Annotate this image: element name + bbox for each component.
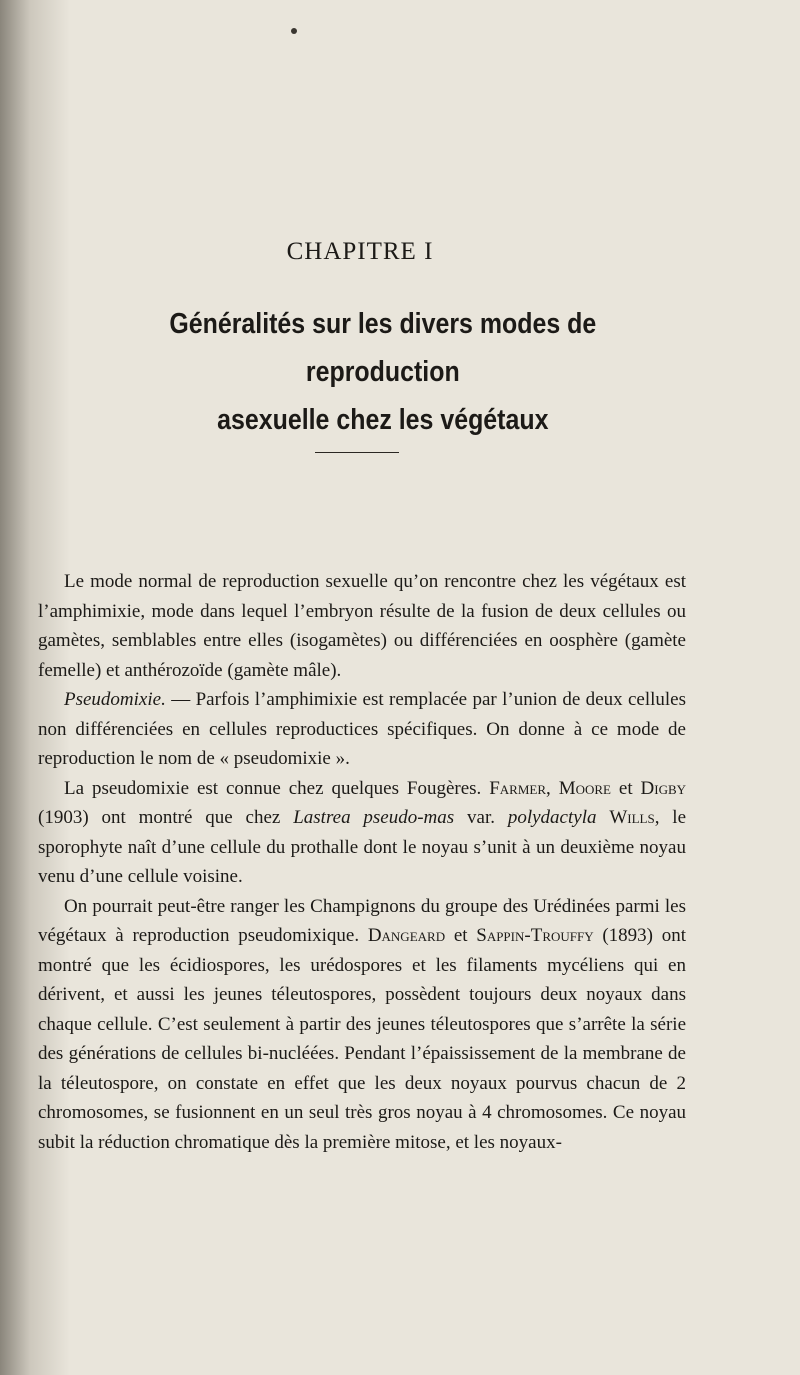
paragraph-4-text-c: (1893) ont montré que les écidiospores, les urédospores et les filaments mycéliens qui en dérivent, et aussi les jeunes téleutospores, possèdent toujours deux noyaux dans chaque cellule. C’est seulement à partir des jeunes téleutospores que s’arrête la série des générations de cellules bi-nucléées. Pendant l’épaississement de la membrane de la téleutospore, on constate en effet que les deux noyaux pourvus chacun de 2 chromosomes, se fusionnent en un seul très gros noyau à 4 chromosomes. Ce noyau subit la réduction chromatique dès la première mitose, et les noyaux- xyxy=(38,925,686,1153)
paragraph-3-text-g: , le sporophyte naît d’une cellule du prothalle dont le noyau s’unit à un deuxième noyau venu d’une cellule voisine. xyxy=(38,807,687,887)
species-name: Lastrea pseudo-mas xyxy=(293,807,455,828)
ink-dot xyxy=(291,28,297,34)
paragraph-3-text-f xyxy=(596,807,609,828)
author-wills: Wills xyxy=(609,807,655,828)
author-sappin-trouffy: Sappin-Trouffy xyxy=(476,925,594,946)
author-dangeard: Dangeard xyxy=(367,925,446,946)
paragraph-3-text-e: var. xyxy=(454,807,508,828)
paragraph-2-text: — Parfois l’amphimixie est remplacée par l’union de deux cellules non différenciées en cellules reproductices spécifiques. On donne à ce mode de reproduction le nom de « pseudomixie ». xyxy=(38,689,686,769)
chapter-title xyxy=(90,300,675,444)
author-farmer: Farmer xyxy=(489,777,547,799)
variety-name: polydactyla xyxy=(507,807,597,828)
paragraph-4-text-a: On pourrait peut-être ranger les Champignons du groupe des Urédinées parmi les végétaux à reproduction pseudomixique. xyxy=(38,895,686,946)
paragraph-3 xyxy=(38,774,686,892)
chapter-title-line-1: Généralités sur les divers modes de reproduction xyxy=(169,308,597,388)
chapter-title-line-2: asexuelle chez les végétaux xyxy=(217,404,549,436)
section-divider xyxy=(315,452,399,453)
chapter-heading: CHAPITRE I xyxy=(286,238,434,265)
body-text xyxy=(38,567,686,1157)
paragraph-4 xyxy=(38,892,686,1158)
paragraph-2 xyxy=(38,685,686,774)
paragraph-3-text-b: , xyxy=(546,777,559,799)
pseudomixie-term: Pseudomixie. xyxy=(64,689,166,710)
paragraph-3-text-a: La pseudomixie est connue chez quelques Fougères. xyxy=(64,777,490,799)
author-digby: Digby xyxy=(640,777,687,799)
author-moore: Moore xyxy=(558,777,611,799)
paragraph-1 xyxy=(38,567,686,685)
paragraph-3-text-d: (1903) ont montré que chez xyxy=(38,807,294,828)
paragraph-4-text-b: et xyxy=(445,925,477,946)
paragraph-3-text-c: et xyxy=(610,777,641,799)
paragraph-1-text: Le mode normal de reproduction sexuelle qu’on rencontre chez les végétaux est l’amphimixie, mode dans lequel l’embryon résulte de la fusion de deux cellules ou gamètes, semblables entre elles (isogamètes) ou différenciées en oosphère (gamète femelle) et anthérozoïde (gamète mâle). xyxy=(38,571,686,681)
